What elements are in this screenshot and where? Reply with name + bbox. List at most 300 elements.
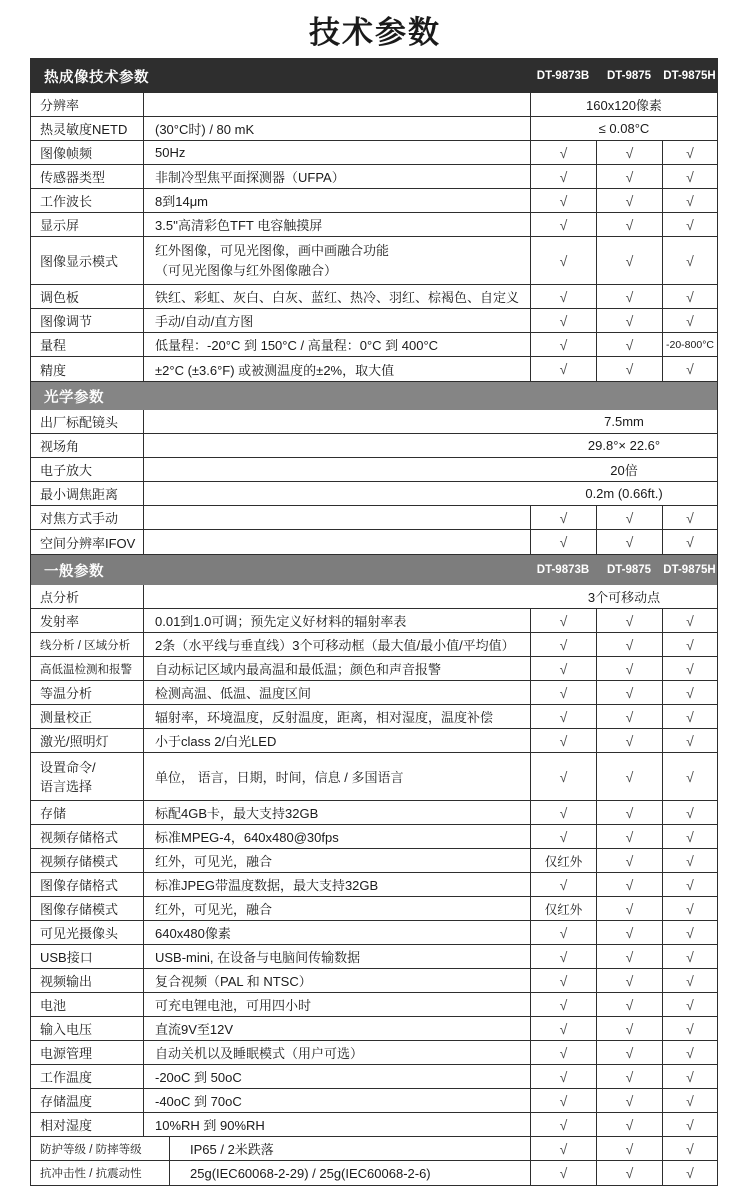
spec-label: 调色板 <box>31 285 144 308</box>
check-icon: √ <box>686 636 694 653</box>
model-cell <box>663 1113 717 1136</box>
model-cell <box>597 657 663 680</box>
model-value: 仅红外 <box>544 902 583 917</box>
model-cell <box>597 309 663 332</box>
model-cell <box>597 530 663 554</box>
spec-label: 线分析 / 区域分析 <box>31 633 144 656</box>
spec-value: -20oC 到 50oC <box>144 1065 531 1088</box>
check-icon: √ <box>625 732 634 749</box>
model-cell <box>531 609 597 632</box>
spec-table <box>30 58 718 1186</box>
spec-value: 可充电锂电池，可用四小时 <box>144 993 531 1016</box>
spec-value: 0.01到1.0可调；预先定义好材料的辐射率表 <box>144 609 531 632</box>
check-icon: √ <box>625 768 634 785</box>
check-icon: √ <box>559 768 568 785</box>
spec-row <box>31 1137 717 1161</box>
spec-label: 测量校正 <box>31 705 144 728</box>
model-cell <box>663 1017 717 1040</box>
model-cell <box>663 969 717 992</box>
merged-value-cell <box>144 434 717 457</box>
model-cell <box>663 609 717 632</box>
model-cell <box>597 1065 663 1088</box>
spec-value: 自动标记区域内最高温和最低温；颜色和声音报警 <box>144 657 531 680</box>
model-cell <box>663 1137 717 1160</box>
model-cell <box>597 1161 663 1185</box>
check-icon: √ <box>686 534 694 550</box>
spec-value: 红外，可见光，融合 <box>144 897 531 920</box>
spec-value: 直流9V至12V <box>144 1017 531 1040</box>
model-cell <box>663 285 717 308</box>
spec-row <box>31 458 717 482</box>
spec-row <box>31 434 717 458</box>
model-cell <box>531 657 597 680</box>
check-icon: √ <box>686 1092 694 1109</box>
check-icon: √ <box>625 876 634 893</box>
model-cell <box>597 993 663 1016</box>
model-column-headers <box>530 70 717 82</box>
check-icon: √ <box>625 1165 634 1181</box>
check-icon: √ <box>686 509 694 526</box>
spec-row <box>31 1113 717 1137</box>
check-icon: √ <box>559 1140 568 1157</box>
spec-label: 点分析 <box>31 585 144 608</box>
spec-label: 视频存储模式 <box>31 849 144 872</box>
model-cell <box>597 189 663 212</box>
check-icon: √ <box>559 828 568 845</box>
model-cell <box>531 753 597 800</box>
optical-rows <box>31 410 717 555</box>
check-icon: √ <box>625 1116 634 1133</box>
model-cell <box>663 309 717 332</box>
check-icon: √ <box>625 684 634 701</box>
spec-value: 红外，可见光，融合 <box>144 849 531 872</box>
check-icon: √ <box>559 732 568 749</box>
check-icon: √ <box>625 996 634 1013</box>
check-icon: √ <box>625 534 634 550</box>
check-icon: √ <box>625 288 634 305</box>
spec-row <box>31 333 717 357</box>
spec-label-line: 设置命令/ <box>40 759 96 775</box>
check-icon: √ <box>559 336 568 353</box>
spec-value: (30°C时) / 80 mK <box>144 117 531 140</box>
spec-value: 铁红、彩虹、灰白、白灰、蓝红、热冷、羽红、棕褐色、自定义 <box>144 285 531 308</box>
section-title: 热成像技术参数 <box>44 69 149 86</box>
spec-value: 检测高温、低温、温度区间 <box>144 681 531 704</box>
model-cell <box>597 729 663 752</box>
model-header-dt9873b: DT-9873B <box>536 70 590 82</box>
check-icon: √ <box>686 900 694 917</box>
model-cell <box>597 849 663 872</box>
spec-label: 电子放大 <box>31 458 144 481</box>
model-cell <box>663 506 717 529</box>
model-cell <box>597 705 663 728</box>
spec-value: 3.5''高清彩色TFT 电容触摸屏 <box>144 213 531 236</box>
check-icon: √ <box>686 804 694 821</box>
model-cell <box>663 1089 717 1112</box>
model-cell <box>663 633 717 656</box>
check-icon: √ <box>686 216 694 233</box>
check-icon: √ <box>686 948 694 965</box>
merged-value-cell <box>144 410 717 433</box>
check-icon: √ <box>686 288 694 305</box>
model-cell <box>531 681 597 704</box>
model-cell <box>531 1113 597 1136</box>
model-value: -20-800°C <box>666 338 714 351</box>
model-cell <box>597 357 663 381</box>
spec-row <box>31 1041 717 1065</box>
spec-row <box>31 93 717 117</box>
model-cell <box>597 873 663 896</box>
check-icon: √ <box>559 1165 568 1181</box>
spec-label: 防护等级 / 防摔等级 <box>31 1137 170 1160</box>
model-cell <box>597 141 663 164</box>
spec-row <box>31 705 717 729</box>
spec-value <box>144 506 531 529</box>
check-icon: √ <box>686 876 694 893</box>
model-cell <box>597 945 663 968</box>
check-icon: √ <box>625 192 634 209</box>
spec-row <box>31 357 717 381</box>
check-icon: √ <box>559 660 568 677</box>
spec-row <box>31 969 717 993</box>
check-icon: √ <box>625 948 634 965</box>
spec-label: 图像显示模式 <box>31 237 144 284</box>
spec-value: 640x480像素 <box>144 921 531 944</box>
model-cell <box>531 921 597 944</box>
model-cell <box>663 141 717 164</box>
spec-value: 8到14μm <box>144 189 531 212</box>
model-header-dt9873b: DT-9873B <box>536 564 590 576</box>
check-icon: √ <box>686 660 694 677</box>
check-icon: √ <box>559 636 568 653</box>
model-cell <box>531 825 597 848</box>
check-icon: √ <box>686 1140 694 1157</box>
section-header-optical <box>31 382 717 410</box>
model-cell <box>597 333 663 356</box>
model-cell <box>597 681 663 704</box>
spec-label: 激光/照明灯 <box>31 729 144 752</box>
model-cell <box>531 1065 597 1088</box>
spec-row <box>31 1065 717 1089</box>
spec-row <box>31 921 717 945</box>
model-cell <box>597 285 663 308</box>
spec-row <box>31 530 717 554</box>
model-cell <box>663 801 717 824</box>
model-value: 仅红外 <box>544 854 583 869</box>
section-header-thermal <box>31 59 717 93</box>
check-icon: √ <box>686 852 694 869</box>
spec-row <box>31 285 717 309</box>
check-icon: √ <box>559 684 568 701</box>
spec-row <box>31 141 717 165</box>
merged-value: 3个可移动点 <box>587 590 661 605</box>
spec-row <box>31 1089 717 1113</box>
check-icon: √ <box>625 636 634 653</box>
model-cell <box>531 1017 597 1040</box>
model-cell <box>663 1041 717 1064</box>
check-icon: √ <box>559 168 568 185</box>
spec-row <box>31 993 717 1017</box>
check-icon: √ <box>625 312 634 329</box>
spec-value: 非制冷型焦平面探测器（UFPA） <box>144 165 531 188</box>
spec-label: 空间分辨率IFOV <box>31 530 144 554</box>
check-icon: √ <box>686 1044 694 1061</box>
model-cell <box>597 801 663 824</box>
check-icon: √ <box>559 1044 568 1061</box>
spec-label: 图像调节 <box>31 309 144 332</box>
spec-label: 图像帧频 <box>31 141 144 164</box>
spec-value <box>144 530 531 554</box>
model-column-headers <box>530 564 717 576</box>
check-icon: √ <box>686 996 694 1013</box>
check-icon: √ <box>686 361 694 377</box>
model-cell <box>531 1041 597 1064</box>
check-icon: √ <box>625 660 634 677</box>
model-cell <box>663 357 717 381</box>
spec-row <box>31 681 717 705</box>
model-cell <box>663 945 717 968</box>
model-cell <box>531 1089 597 1112</box>
section-title: 一般参数 <box>44 563 104 580</box>
model-cell <box>531 945 597 968</box>
spec-label: 显示屏 <box>31 213 144 236</box>
model-cell <box>531 213 597 236</box>
check-icon: √ <box>686 972 694 989</box>
spec-label: 相对湿度 <box>31 1113 144 1136</box>
model-cell <box>597 921 663 944</box>
check-icon: √ <box>559 612 568 629</box>
model-value-cell <box>531 897 597 920</box>
model-cell <box>597 753 663 800</box>
check-icon: √ <box>625 972 634 989</box>
spec-row <box>31 633 717 657</box>
spec-label: 出厂标配镜头 <box>31 410 144 433</box>
check-icon: √ <box>686 1116 694 1133</box>
model-cell <box>663 921 717 944</box>
check-icon: √ <box>686 924 694 941</box>
spec-label: 视频输出 <box>31 969 144 992</box>
model-cell <box>597 609 663 632</box>
spec-row <box>31 657 717 681</box>
spec-label-line: 语言选择 <box>40 778 93 794</box>
model-cell <box>597 1041 663 1064</box>
model-cell <box>663 993 717 1016</box>
model-header-dt9875h: DT-9875H <box>663 70 716 82</box>
spec-row <box>31 801 717 825</box>
model-cell <box>663 1161 717 1185</box>
page-title: 技术参数 <box>309 14 441 50</box>
check-icon: √ <box>686 1068 694 1085</box>
merged-value-cell <box>144 585 717 608</box>
spec-label: 高低温检测和报警 <box>31 657 144 680</box>
check-icon: √ <box>559 312 568 329</box>
spec-label: 最小调焦距离 <box>31 482 144 505</box>
model-cell <box>531 309 597 332</box>
spec-row <box>31 237 717 285</box>
check-icon: √ <box>686 192 694 209</box>
model-cell <box>531 1137 597 1160</box>
spec-label: 工作温度 <box>31 1065 144 1088</box>
merged-value: 29.8°× 22.6° <box>587 438 661 453</box>
check-icon: √ <box>625 216 634 233</box>
model-cell <box>597 1113 663 1136</box>
spec-value: 10%RH 到 90%RH <box>144 1113 531 1136</box>
check-icon: √ <box>625 1092 634 1109</box>
check-icon: √ <box>559 972 568 989</box>
spec-value: 标准MPEG-4，640x480@30fps <box>144 825 531 848</box>
general-rows <box>31 585 717 1185</box>
spec-row <box>31 165 717 189</box>
spec-row <box>31 585 717 609</box>
check-icon: √ <box>625 612 634 629</box>
check-icon: √ <box>559 1068 568 1085</box>
spec-row <box>31 213 717 237</box>
spec-value-line: （可见光图像与红外图像融合） <box>155 262 338 278</box>
check-icon: √ <box>625 144 634 161</box>
check-icon: √ <box>625 168 634 185</box>
check-icon: √ <box>686 708 694 725</box>
check-icon: √ <box>625 252 634 269</box>
model-cell <box>531 189 597 212</box>
spec-value: 辐射率，环境温度，反射温度，距离，相对湿度，温度补偿 <box>144 705 531 728</box>
check-icon: √ <box>686 732 694 749</box>
spec-row <box>31 309 717 333</box>
model-cell <box>597 506 663 529</box>
check-icon: √ <box>625 509 634 526</box>
check-icon: √ <box>559 996 568 1013</box>
spec-value: -40oC 到 70oC <box>144 1089 531 1112</box>
spec-label: 量程 <box>31 333 144 356</box>
check-icon: √ <box>625 1068 634 1085</box>
check-icon: √ <box>686 1020 694 1037</box>
spec-row <box>31 506 717 530</box>
model-cell <box>531 506 597 529</box>
spec-label: 输入电压 <box>31 1017 144 1040</box>
model-header-dt9875: DT-9875 <box>606 564 652 576</box>
spec-label: 精度 <box>31 357 144 381</box>
spec-label: 视频存储格式 <box>31 825 144 848</box>
model-cell <box>663 213 717 236</box>
spec-value: 自动关机以及睡眠模式（用户可选） <box>144 1041 531 1064</box>
model-header-dt9875: DT-9875 <box>606 70 652 82</box>
spec-row <box>31 849 717 873</box>
model-cell <box>531 1161 597 1185</box>
model-cell <box>597 237 663 284</box>
check-icon: √ <box>686 612 694 629</box>
check-icon: √ <box>625 924 634 941</box>
model-cell <box>597 165 663 188</box>
model-cell <box>663 849 717 872</box>
thermal-rows <box>31 93 717 382</box>
model-cell <box>597 1017 663 1040</box>
check-icon: √ <box>559 192 568 209</box>
spec-row <box>31 753 717 801</box>
spec-row <box>31 873 717 897</box>
model-cell <box>531 873 597 896</box>
model-cell <box>663 1065 717 1088</box>
spec-row <box>31 897 717 921</box>
model-cell <box>531 729 597 752</box>
spec-label: 热灵敏度NETD <box>31 117 144 140</box>
model-cell <box>663 657 717 680</box>
check-icon: √ <box>559 1020 568 1037</box>
check-icon: √ <box>559 948 568 965</box>
spec-row <box>31 825 717 849</box>
spec-label: 抗冲击性 / 抗震动性 <box>31 1161 170 1185</box>
check-icon: √ <box>686 312 694 329</box>
spec-value: 小于class 2/白光LED <box>144 729 531 752</box>
model-cell <box>663 753 717 800</box>
model-cell <box>531 530 597 554</box>
check-icon: √ <box>559 708 568 725</box>
check-icon: √ <box>686 168 694 185</box>
model-cell <box>597 969 663 992</box>
spec-label: 电源管理 <box>31 1041 144 1064</box>
spec-value: 手动/自动/直方图 <box>144 309 531 332</box>
spec-label: 分辨率 <box>31 93 144 116</box>
model-cell <box>597 1089 663 1112</box>
spec-value: 2条（水平线与垂直线）3个可移动框（最大值/最小值/平均值） <box>144 633 531 656</box>
spec-value: 标准JPEG带温度数据，最大支持32GB <box>144 873 531 896</box>
spec-value: USB-mini, 在设备与电脑间传输数据 <box>144 945 531 968</box>
check-icon: √ <box>625 828 634 845</box>
model-cell <box>663 897 717 920</box>
model-cell <box>597 897 663 920</box>
model-cell <box>531 357 597 381</box>
check-icon: √ <box>559 924 568 941</box>
model-cell <box>531 801 597 824</box>
model-cell <box>531 141 597 164</box>
check-icon: √ <box>625 804 634 821</box>
spec-row <box>31 189 717 213</box>
merged-value-cell <box>144 458 717 481</box>
model-cell <box>663 165 717 188</box>
check-icon: √ <box>559 1092 568 1109</box>
check-icon: √ <box>625 1044 634 1061</box>
check-icon: √ <box>559 288 568 305</box>
model-value-cell <box>531 849 597 872</box>
check-icon: √ <box>625 900 634 917</box>
merged-model-value: ≤ 0.08°C <box>598 121 650 136</box>
spec-label: 可见光摄像头 <box>31 921 144 944</box>
merged-value: 20倍 <box>610 463 638 478</box>
model-cell <box>597 1137 663 1160</box>
spec-label: 图像存储格式 <box>31 873 144 896</box>
spec-value: 标配4GB卡，最大支持32GB <box>144 801 531 824</box>
check-icon: √ <box>625 1140 634 1157</box>
spec-label: 视场角 <box>31 434 144 457</box>
spec-value <box>144 237 531 284</box>
model-cell <box>531 633 597 656</box>
model-cell <box>531 285 597 308</box>
model-cell <box>663 705 717 728</box>
spec-value <box>144 93 531 116</box>
check-icon: √ <box>686 1165 694 1181</box>
model-cell <box>531 165 597 188</box>
spec-row <box>31 410 717 434</box>
spec-value: IP65 / 2米跌落 <box>170 1137 531 1160</box>
spec-row <box>31 729 717 753</box>
spec-row <box>31 117 717 141</box>
model-cell <box>597 213 663 236</box>
check-icon: √ <box>559 876 568 893</box>
spec-label: 存储 <box>31 801 144 824</box>
check-icon: √ <box>625 708 634 725</box>
spec-value: 低量程：-20°C 到 150°C / 高量程：0°C 到 400°C <box>144 333 531 356</box>
model-cell <box>663 729 717 752</box>
check-icon: √ <box>686 684 694 701</box>
model-header-dt9875h: DT-9875H <box>663 564 716 576</box>
